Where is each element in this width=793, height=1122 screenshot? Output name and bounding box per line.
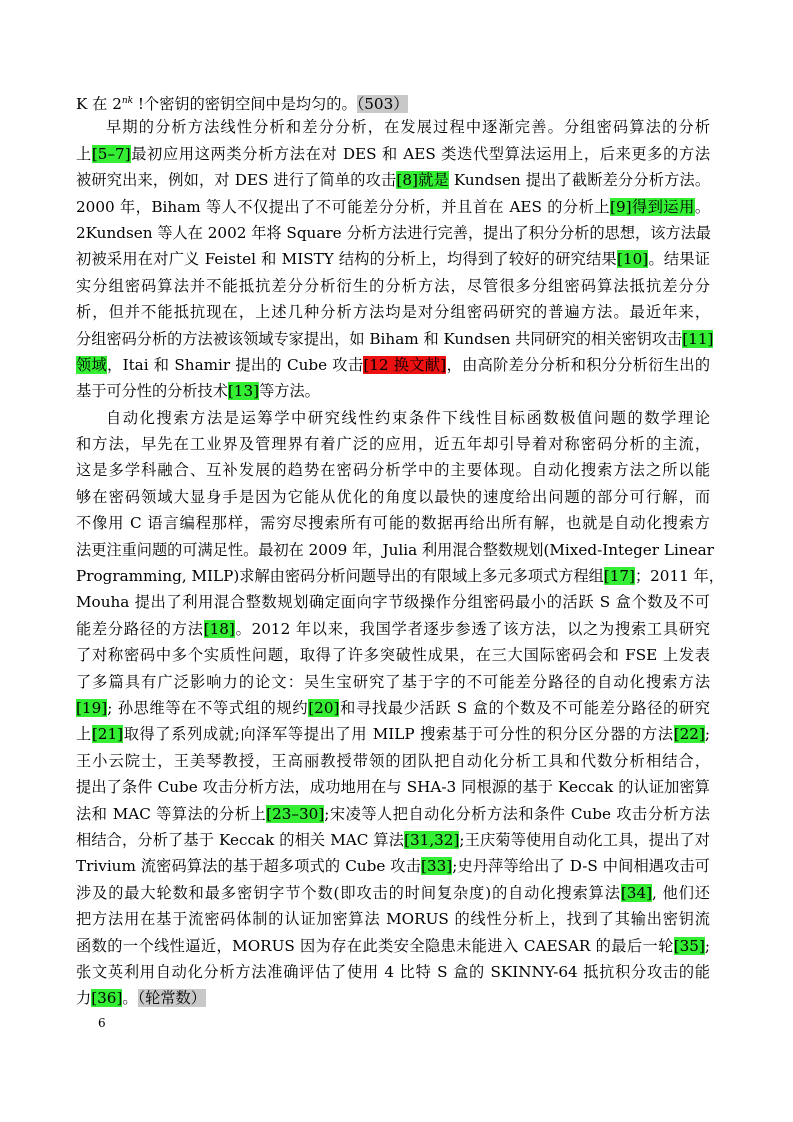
text-run: Kundsen 提出了截断差分分析方法。 <box>448 171 711 190</box>
text-line <box>76 484 710 510</box>
text-line <box>76 669 710 695</box>
citation-highlight: [10] <box>617 250 649 269</box>
text-line <box>76 326 714 352</box>
text-line <box>76 616 710 642</box>
note-highlight: （轮常数） <box>137 989 206 1008</box>
text-run: Trivium 流密码算法的基于超多项式的 Cube 攻击 <box>76 857 421 876</box>
text-run: 了多篇具有广泛影响力的论文：吴生宝研究了基于字的不可能差分路径的自动化搜索方法 <box>76 672 710 691</box>
text-line <box>76 880 710 906</box>
text-run: 了对称密码中多个实质性问题，取得了许多突破性成果，在三大国际密码会和 FSE 上发表 <box>76 646 710 665</box>
text-line <box>76 748 710 774</box>
text-run: 够在密码领域大显身手是因为它能从优化的角度以最快的速度给出问题的部分可行解，而 <box>76 487 710 506</box>
text-run: , 他们还 <box>652 883 710 902</box>
text-line <box>76 933 710 959</box>
body-text <box>76 88 724 1012</box>
text-run: 张文英利用自动化分析方法准确评估了使用 4 比特 S 盒的 SKINNY-64 抵抗积分攻击的能 <box>76 962 710 981</box>
citation-highlight: [33] <box>421 857 453 876</box>
text-line <box>76 299 710 325</box>
text-run: 初被采用在对广义 Feistel 和 MISTY 结构的分析上，均得到了较好的研究结果 <box>76 250 617 269</box>
citation-highlight: [19] <box>76 698 108 717</box>
text-line <box>76 431 710 457</box>
text-line <box>76 88 710 114</box>
text-run: 基于可分性的分析技术 <box>76 382 228 401</box>
text-line <box>76 510 710 536</box>
note-highlight: （503） <box>356 95 409 114</box>
citation-highlight: [9]得到运用 <box>610 197 695 216</box>
citation-highlight: [17] <box>603 567 635 586</box>
text-run: 力 <box>76 989 92 1008</box>
citation-highlight: [22] <box>673 725 705 744</box>
text-line <box>76 774 710 800</box>
text-run: Mouha 提出了利用混合整数规划确定面向字节级操作分组密码最小的活跃 S 盒个数及不可 <box>76 593 710 612</box>
text-run: 能差分路径的方法 <box>76 619 204 638</box>
text-run: ;王庆菊等使用自动化工具，提出了对 <box>459 830 710 849</box>
superscript: nk <box>121 96 134 106</box>
text-line <box>76 405 710 431</box>
text-run: 和方法，早先在工业界及管理界有着广泛的应用，近五年却引导着对称密码分析的主流， <box>76 435 710 454</box>
text-run: ，由高阶差分分析和积分分析衍生出的 <box>446 355 711 374</box>
text-run: 把方法用在基于流密码体制的认证加密算法 MORUS 的线性分析上，找到了其输出密钥流 <box>76 910 710 929</box>
text-line <box>76 378 710 404</box>
text-run: 提出了条件 Cube 攻击分析方法，成功地用在与 SHA-3 同根源的基于 Keccak 的认证加密算 <box>76 778 710 797</box>
text-run: 早期的分析方法线性分析和差分分析，在发展过程中逐渐完善。分组密码算法的分析 <box>106 118 710 137</box>
text-run: ; <box>704 936 710 955</box>
citation-highlight: [36] <box>91 989 123 1008</box>
text-line <box>76 457 710 483</box>
text-line <box>76 906 710 932</box>
text-line <box>76 695 710 721</box>
text-line <box>76 352 710 378</box>
text-run: 不像用 C 语言编程那样，需穷尽搜索所有可能的数据再给出所有解，也就是自动化搜索方 <box>76 514 710 533</box>
text-line <box>76 141 710 167</box>
citation-highlight: [20] <box>308 698 340 717</box>
citation-highlight: [23–30] <box>266 804 325 823</box>
page-number: 6 <box>98 1016 106 1030</box>
text-run: !个密钥的密钥空间中是均匀的。 <box>133 95 357 114</box>
text-line <box>76 537 714 563</box>
text-run: 法和 MAC 等算法的分析上 <box>76 804 267 823</box>
text-run: 。2012 年以来，我国学者逐步参透了该方法，以之为搜索工具研究 <box>234 619 710 638</box>
citation-highlight: [21] <box>91 725 124 744</box>
citation-highlight: [31,32] <box>404 830 460 849</box>
text-run: 实分组密码算法并不能抵抗差分分析衍生的分析方法，尽管很多分组密码算法抵抗差分分 <box>76 276 710 295</box>
text-line <box>76 114 710 140</box>
text-run: 相结合，分析了基于 Keccak 的相关 MAC 算法 <box>76 830 405 849</box>
text-line <box>76 827 710 853</box>
text-run: 等方法。 <box>259 382 320 401</box>
text-run: 和寻找最少活跃 S 盒的个数及不可能差分路径的研究 <box>339 698 710 717</box>
text-run: ；2011 年， <box>634 567 724 586</box>
text-line <box>76 721 710 747</box>
text-run: 析，但并不能抵抗现在，上述几种分析方法均是对分组密码研究的普遍方法。最近年来， <box>76 303 710 322</box>
text-run: 取得了系列成就;向泽军等提出了用 MILP 搜索基于可分性的积分区分器的方法 <box>123 725 674 744</box>
text-run: K 在 2 <box>76 95 122 114</box>
text-run: 函数的一个线性逼近，MORUS 因为存在此类安全隐患未能进入 CAESAR 的最后一轮 <box>76 936 674 955</box>
text-run: 上 <box>76 144 92 163</box>
text-run: 上 <box>76 725 92 744</box>
text-run: ;史丹萍等给出了 D-S 中间相遇攻击可 <box>452 857 710 876</box>
text-run: 分组密码分析的方法被该领域专家提出，如 Biham 和 Kundsen 共同研究的相关密钥攻击 <box>76 329 683 348</box>
text-run: ; 孙思维等在不等式组的规约 <box>107 698 309 717</box>
text-line <box>76 563 724 589</box>
citation-highlight: [34] <box>620 883 653 902</box>
text-run: 被研究出来，例如，对 DES 进行了简单的攻击 <box>76 171 397 190</box>
text-run: 最初应用这两类分析方法在对 DES 和 AES 类迭代型算法运用上，后来更多的方法 <box>130 144 711 163</box>
text-line <box>76 853 710 879</box>
text-line <box>76 801 710 827</box>
citation-highlight: 领域 <box>76 355 108 374</box>
text-run: 。结果证 <box>648 250 710 269</box>
text-run: 自动化搜索方法是运筹学中研究线性约束条件下线性目标函数极值问题的数学理论 <box>106 408 710 427</box>
text-run: ，Itai 和 Shamir 提出的 Cube 攻击 <box>107 355 364 374</box>
text-run: 2000 年，Biham 等人不仅提出了不可能差分分析，并且首在 AES 的分析上 <box>76 197 611 216</box>
citation-highlight: [35] <box>673 936 705 955</box>
text-run: 法更注重问题的可满足性。最初在 2009 年，Julia 利用混合整数规划(Mixed-Integer Linear <box>76 540 714 559</box>
text-run: ; <box>704 725 710 744</box>
citation-highlight: [8]就是 <box>396 171 449 190</box>
citation-highlight: [13] <box>227 382 260 401</box>
text-line <box>76 642 710 668</box>
text-line <box>76 959 710 985</box>
text-line <box>76 589 710 615</box>
text-run: Programming, MILP)求解由密码分析问题导出的有限域上多元多项式方程组 <box>76 567 604 586</box>
text-line <box>76 273 710 299</box>
citation-highlight: [18] <box>203 619 235 638</box>
text-line <box>76 220 710 246</box>
text-run: ;宋凌等人把自动化分析方法和条件 Cube 攻击分析方法 <box>324 804 710 823</box>
citation-highlight: [11] <box>682 329 714 348</box>
text-run: 。 <box>122 989 138 1008</box>
text-line <box>76 167 710 193</box>
text-line <box>76 985 710 1011</box>
text-run: 。 <box>694 197 710 216</box>
text-line <box>76 246 710 272</box>
text-run: 涉及的最大轮数和最多密钥字节个数(即攻击的时间复杂度)的自动化搜索算法 <box>76 883 621 902</box>
text-run: 这是多学科融合、互补发展的趋势在密码分析学中的主要体现。自动化搜索方法之所以能 <box>76 461 710 480</box>
text-run: 2Kundsen 等人在 2002 年将 Square 分析方法进行完善，提出了积分分析的思想，该方法最 <box>76 223 711 242</box>
text-run: 王小云院士，王美琴教授，王高丽教授带领的团队把自动化分析工具和代数分析相结合， <box>76 751 710 770</box>
citation-highlight: [5–7] <box>91 144 131 163</box>
alert-highlight: [12 换文献] <box>363 355 447 374</box>
text-line <box>76 194 710 220</box>
